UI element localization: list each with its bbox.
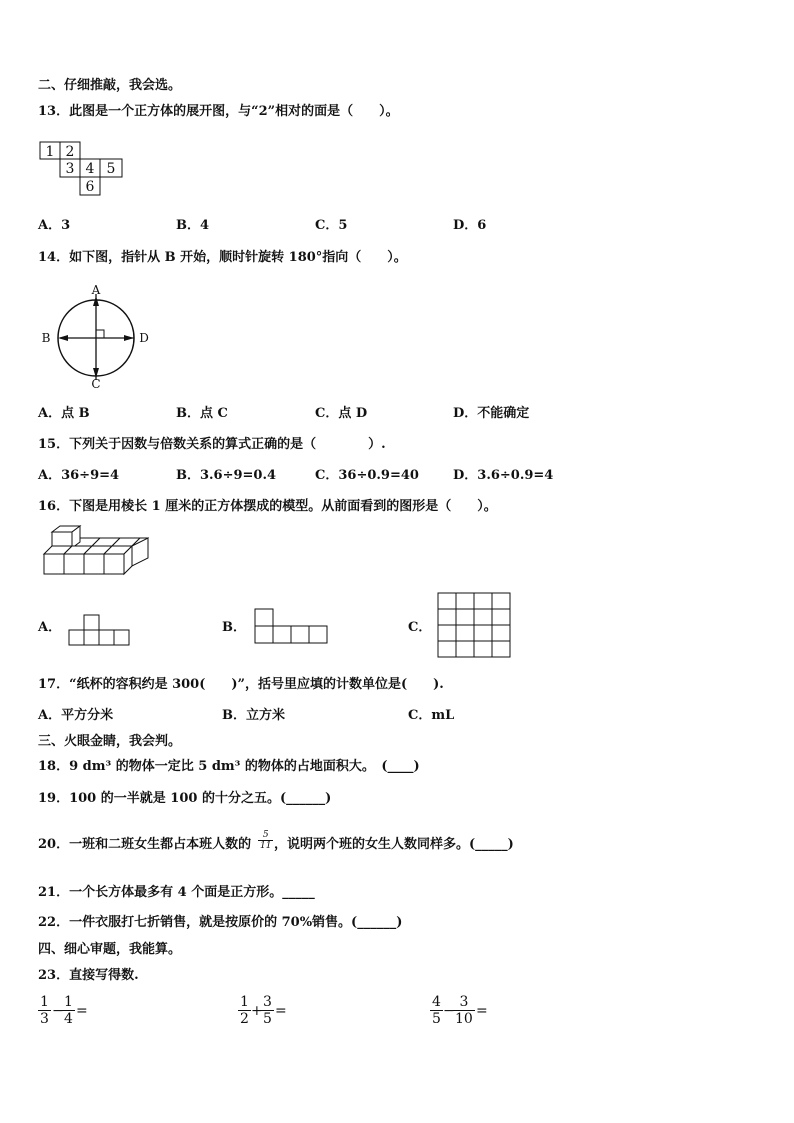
numerator: 1 — [64, 994, 73, 1010]
q20-fraction-numerator: 5 — [262, 830, 269, 840]
q23-item1-frac2 — [62, 994, 75, 1027]
q23-item1-equals: = — [76, 1003, 88, 1019]
denominator: 10 — [455, 1011, 473, 1027]
question-15-stem: 15．下列关于因数与倍数关系的算式正确的是（ ）. — [38, 437, 386, 452]
question-19-stem: 19．100 的一半就是 100 的十分之五。(______) — [38, 791, 332, 806]
net-face-3: 3 — [65, 161, 75, 177]
q23-item3-frac2 — [453, 994, 475, 1027]
q23-item2-frac1 — [238, 994, 251, 1027]
q15-option-a[interactable]: A．36÷9=4 — [38, 468, 120, 483]
denominator: 2 — [240, 1011, 249, 1027]
q15-option-d[interactable]: D．3.6÷0.9=4 — [453, 468, 554, 483]
numerator: 1 — [240, 994, 249, 1010]
q23-item3-frac1 — [430, 994, 443, 1027]
q16-option-b-figure — [254, 608, 328, 644]
q23-item1-frac1 — [38, 994, 51, 1027]
question-14-stem: 14．如下图，指针从 B 开始，顺时针旋转 180°指向（ ）。 — [38, 250, 407, 265]
q16-option-b[interactable]: B． — [222, 620, 246, 635]
question-17-stem: 17．“纸杯的容积约是 300( )”，括号里应填的计数单位是( ). — [38, 677, 444, 692]
cube-model-figure — [44, 532, 148, 576]
q17-option-a[interactable]: A．平方分米 — [38, 708, 114, 723]
question-20-stem-end: ，说明两个班的女生人数同样多。(_____) — [274, 837, 514, 852]
q14-option-d[interactable]: D．不能确定 — [453, 406, 530, 421]
section-heading-choice: 二、仔细推敲，我会选。 — [38, 78, 182, 93]
q23-item1-operator: − — [52, 1003, 64, 1019]
q16-option-a[interactable]: A． — [38, 620, 62, 635]
denominator: 4 — [64, 1011, 73, 1027]
q23-item2-operator: + — [251, 1003, 263, 1019]
q13-option-d[interactable]: D．6 — [453, 218, 487, 233]
q13-option-a[interactable]: A．3 — [38, 218, 71, 233]
section-heading-judge: 三、火眼金睛，我会判。 — [38, 734, 182, 749]
question-16-stem: 16．下图是用棱长 1 厘米的正方体摆成的模型。从前面看到的图形是（ ）。 — [38, 499, 497, 514]
numerator: 3 — [459, 994, 469, 1010]
question-23-stem: 23．直接写得数. — [38, 968, 139, 983]
net-face-4: 4 — [85, 161, 95, 177]
net-face-2: 2 — [65, 144, 75, 160]
question-22-stem: 22．一件衣服打七折销售，就是按原价的 70%销售。(______) — [38, 915, 403, 930]
dial-label-b: B — [41, 331, 51, 345]
dial-label-a: A — [91, 283, 101, 297]
q14-option-a[interactable]: A．点 B — [38, 406, 90, 421]
dial-label-d: D — [139, 331, 149, 345]
numerator: 3 — [263, 994, 272, 1010]
question-13-stem: 13．此图是一个正方体的展开图，与“2”相对的面是（ ）。 — [38, 104, 399, 119]
q16-option-c[interactable]: C． — [408, 620, 432, 635]
q23-item3-equals: = — [476, 1003, 488, 1019]
net-face-6: 6 — [85, 179, 95, 195]
question-20-stem-start: 20．一班和二班女生都占本班人数的 — [38, 837, 252, 852]
net-face-5: 5 — [106, 161, 116, 177]
numerator: 4 — [432, 994, 441, 1010]
denominator: 5 — [432, 1011, 441, 1027]
q14-option-c[interactable]: C．点 D — [315, 406, 368, 421]
q23-item2-frac2 — [261, 994, 274, 1027]
q23-item2-equals: = — [275, 1003, 287, 1019]
net-face-1: 1 — [45, 144, 55, 160]
question-18-stem: 18．9 dm³ 的物体一定比 5 dm³ 的物体的占地面积大。 (____) — [38, 759, 420, 774]
denominator: 5 — [263, 1011, 272, 1027]
numerator: 1 — [40, 994, 49, 1010]
dial-label-c: C — [91, 377, 101, 391]
q13-option-c[interactable]: C．5 — [315, 218, 348, 233]
q16-option-c-figure — [437, 592, 513, 660]
q15-option-c[interactable]: C．36÷0.9=40 — [315, 468, 419, 483]
q17-option-b[interactable]: B．立方米 — [222, 708, 285, 723]
q23-item3-operator: − — [443, 1003, 455, 1019]
q20-fraction — [258, 830, 273, 851]
q14-option-b[interactable]: B．点 C — [176, 406, 228, 421]
cube-net-figure — [40, 142, 130, 198]
compass-dial-figure — [40, 284, 150, 390]
q13-option-b[interactable]: B．4 — [176, 218, 210, 233]
q15-option-b[interactable]: B．3.6÷9=0.4 — [176, 468, 277, 483]
section-heading-calc: 四、细心审题，我能算。 — [38, 942, 182, 957]
q16-option-a-figure — [69, 614, 131, 646]
q17-option-c[interactable]: C．mL — [408, 708, 455, 723]
denominator: 3 — [40, 1011, 49, 1027]
question-21-stem: 21．一个长方体最多有 4 个面是正方形。_____ — [38, 885, 315, 900]
q20-fraction-denominator: 11 — [260, 841, 272, 851]
